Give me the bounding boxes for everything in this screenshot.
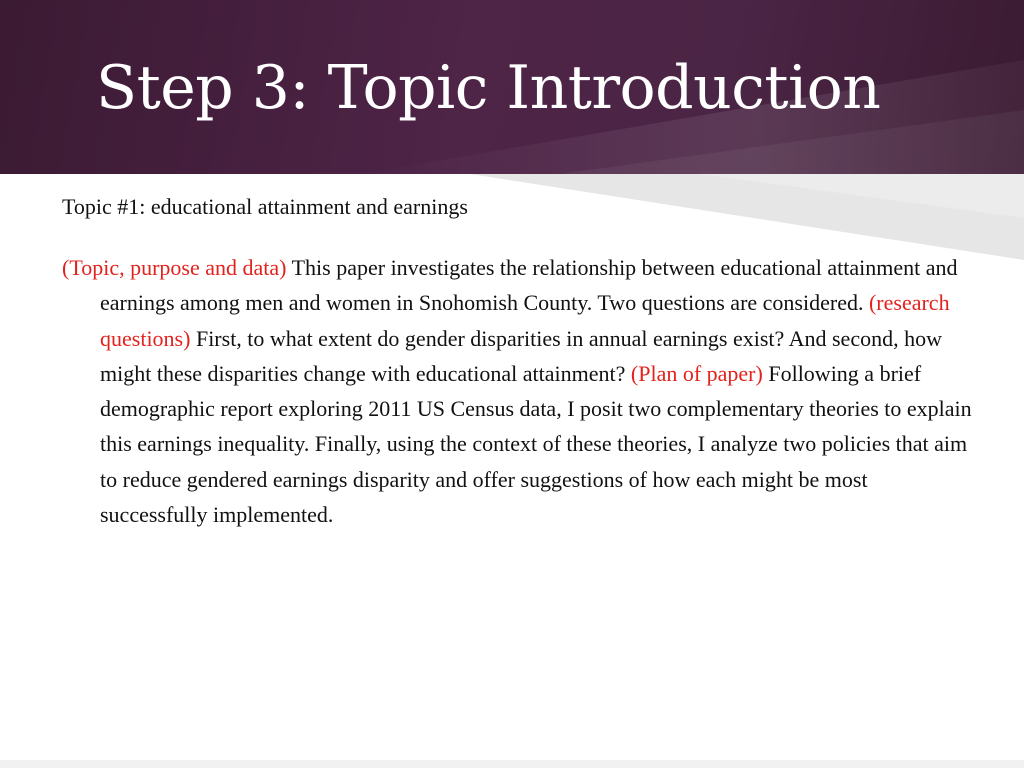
paragraph-text-1: This paper investigates the relationship between educational attainment and earnings among men and women in Snohomish County. Two questions are considered. bbox=[100, 255, 958, 316]
slide-title: Step 3: Topic Introduction bbox=[96, 53, 881, 123]
annotation-plan-of-paper: (Plan of paper) bbox=[630, 360, 763, 386]
topic-heading: Topic #1: educational attainment and earnings bbox=[62, 194, 468, 219]
paragraph-text-2: First, to what extent do gender disparities in annual earnings exist? And second, how might these disparities change with educational attainment? bbox=[100, 325, 942, 386]
title-banner bbox=[0, 0, 1024, 174]
annotation-research-questions: (research questions) bbox=[100, 290, 950, 351]
annotation-topic-purpose-data: (Topic, purpose and data) bbox=[62, 255, 287, 280]
bottom-edge bbox=[0, 760, 1024, 768]
slide-body bbox=[62, 190, 972, 532]
topic-introduction-paragraph bbox=[62, 250, 972, 532]
paragraph-text-3: Following a brief demographic report exploring 2011 US Census data, I posit two complementary theories to explain this earnings inequality. Finally, using the context of these theories, I analyze two policies that aim to reduce gendered earnings disparity and offer suggestions of how each might be most successfully implemented. bbox=[100, 360, 972, 528]
